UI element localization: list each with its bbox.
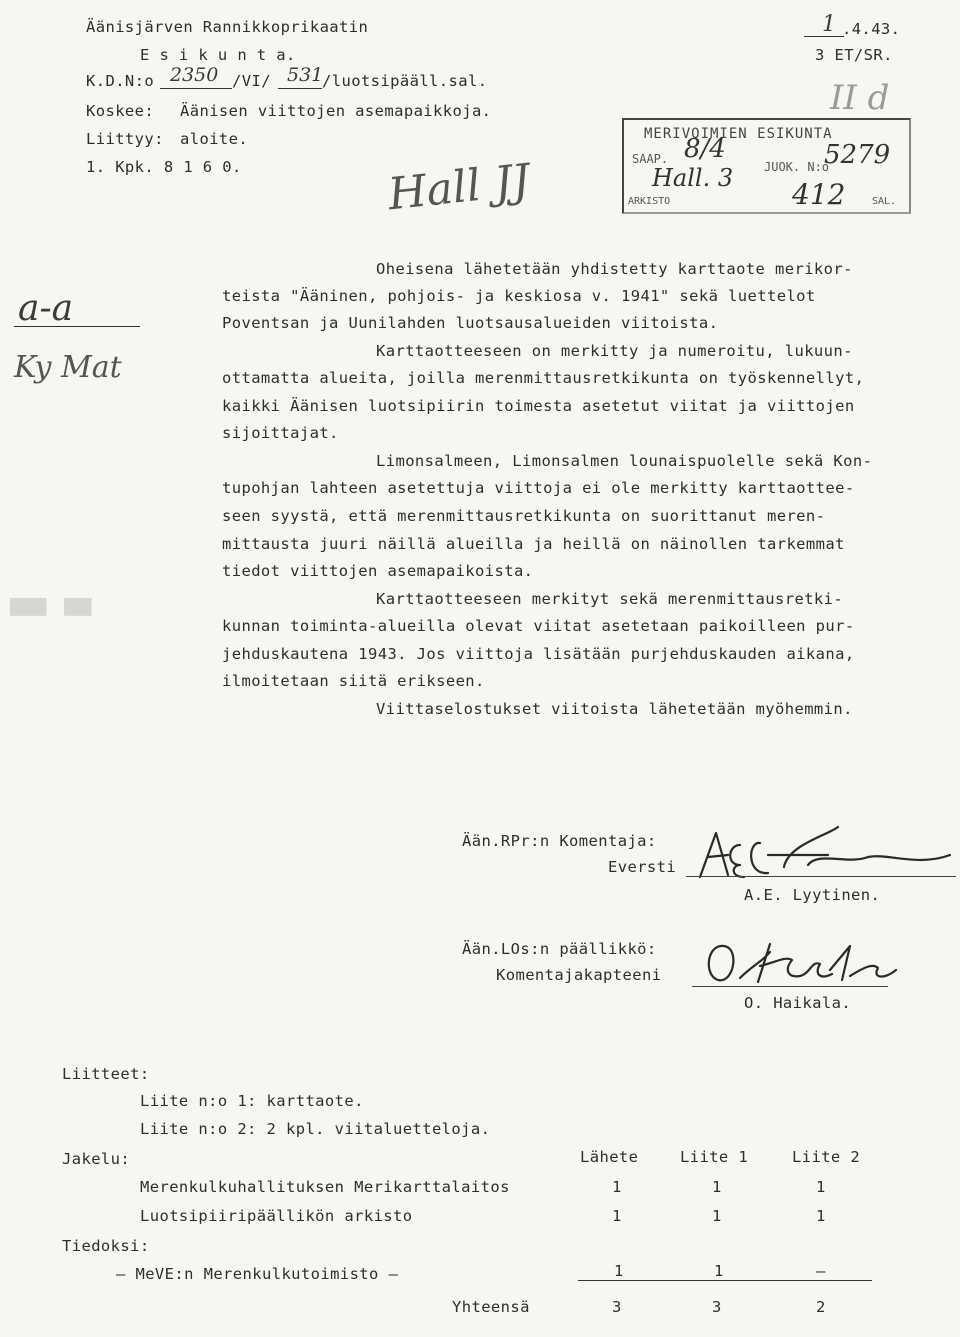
tiedoksi-cell: 1 [614,1262,624,1280]
body-line: kaikki Äänisen luotsipiirin toimesta asetetut viitat ja viittojen [222,397,855,415]
kpk-number: 1. Kpk. 8 1 6 0. [86,158,242,176]
margin-note-aa: a-a [18,288,74,329]
attachment-item: Liite n:o 2: 2 kpl. viitaluetteloja. [140,1120,491,1138]
kdn-prefix: K.D.N:o [86,72,155,90]
distribution-cell: 1 [712,1178,722,1196]
date-hand-day: 1 [822,12,836,37]
reference-code: 3 ET/SR. [815,46,893,64]
column-header: Lähete [580,1148,639,1166]
body-line: Oheisena lähetetään yhdistetty karttaote merikor- [376,260,853,278]
stamp-arkisto-label: ARKISTO [628,196,671,207]
commander-signature-line [686,876,956,877]
distribution-cell: 1 [612,1178,622,1196]
body-line: Viittaselostukset viitoista lähetetään myöhemmin. [376,700,853,718]
body-line: ilmoitetaan siitä erikseen. [222,672,485,690]
body-line: tiedot viittojen asemapaikoista. [222,562,534,580]
body-line: jehduskautena 1943. Jos viittoja lisätään purjehduskauden aikana, [222,645,855,663]
total-label: Yhteensä [452,1298,530,1316]
stamp-hand-hall: Hall. 3 [652,164,734,192]
jakelu-label: Jakelu: [62,1150,131,1168]
tiedoksi-row-name: – MeVE:n Merenkulkutoimisto – [116,1265,399,1283]
liittyy-value: aloite. [180,130,249,148]
stamp-title: MERIVOIMIEN ESIKUNTA [644,126,833,142]
body-line: ottamatta alueita, joilla merenmittausretkikunta on työskennellyt, [222,369,865,387]
pilot-chief-signature [700,930,900,990]
commander-signature [688,815,958,885]
body-line: Poventsan ja Uunilahden luotsausalueiden viitoista. [222,314,719,332]
total-rule [578,1280,872,1281]
kdn-hand-number: 2350 [170,64,219,86]
kdn-mid: /VI/ [232,72,271,90]
bleed-through-mark: ████ ███ [10,598,92,616]
date: .4.43. [842,20,901,38]
tiedoksi-label: Tiedoksi: [62,1237,150,1255]
commander-title: Ään.RPr:n Komentaja: [462,832,657,850]
receipt-stamp [622,118,911,214]
body-line: mittausta juuri näillä alueilla ja heillä on näinollen tarkemmat [222,535,845,553]
total-cell: 3 [712,1298,722,1316]
kdn-suffix: /luotsipääll.sal. [322,72,488,90]
kdn-underline-2 [278,88,322,89]
total-cell: 2 [816,1298,826,1316]
column-header: Liite 1 [680,1148,749,1166]
distribution-cell: 1 [816,1207,826,1225]
column-header: Liite 2 [792,1148,861,1166]
distribution-cell: 1 [816,1178,826,1196]
body-line: Karttaotteeseen merkityt sekä merenmittausretki- [376,590,844,608]
margin-note-kymat: Ky Mat [14,350,122,385]
liittyy-label: Liittyy: [86,130,164,148]
body-line: seen syystä, että merenmittausretkikunta on suorittanut meren- [222,507,826,525]
tiedoksi-cell: – [816,1262,826,1280]
body-line: teista "Ääninen, pohjois- ja keskiosa v. 1941" sekä luettelot [222,287,816,305]
attachment-item: Liite n:o 1: karttaote. [140,1092,364,1110]
org-name: Äänisjärven Rannikkoprikaatin [86,18,369,36]
stamp-juok-label: JUOK. N:o [764,160,830,174]
koskee-value: Äänisen viittojen asemapaikkoja. [180,102,492,120]
date-underline [804,36,844,37]
pilot-chief-rank: Komentajakapteeni [496,966,662,984]
distribution-row-name: Merenkulkuhallituksen Merikarttalaitos [140,1178,510,1196]
body-line: Karttaotteeseen on merkitty ja numeroitu, lukuun- [376,342,853,360]
body-line: Limonsalmeen, Limonsalmen lounaispuolelle sekä Kon- [376,452,873,470]
commander-rank: Eversti [608,858,677,876]
distribution-row-name: Luotsipiiripäällikön arkisto [140,1207,413,1225]
commander-name: A.E. Lyytinen. [744,886,881,904]
kdn-underline-1 [160,88,232,89]
pilot-chief-signature-line [692,986,888,987]
distribution-cell: 1 [712,1207,722,1225]
total-cell: 3 [612,1298,622,1316]
body-line: kunnan toiminta-alueilla olevat viitat asetetaan paikoilleen pur- [222,617,855,635]
body-line: sijoittajat. [222,424,339,442]
stamp-hand-number: 5279 [824,140,891,170]
stamp-saap-label: SAAP. [632,152,669,166]
org-subtitle: E s i k u n t a. [140,46,296,64]
distribution-cell: 1 [612,1207,622,1225]
hall-annotation: Hall JJ [385,154,533,221]
koskee-label: Koskee: [86,102,155,120]
corner-hand-note: II d [830,78,890,118]
pilot-chief-title: Ään.LOs:n päällikkö: [462,940,657,958]
stamp-sal-label: SAL. [872,196,897,207]
pilot-chief-name: O. Haikala. [744,994,852,1012]
attachments-label: Liitteet: [62,1065,150,1083]
margin-note-underline [14,326,140,327]
kdn-hand-number-2: 531 [287,64,324,86]
stamp-hand-date: 8/4 [684,134,726,164]
body-line: tupohjan lahteen asetettuja viittoja ei ole merkitty karttaottee- [222,479,855,497]
stamp-hand-412: 412 [792,178,846,211]
tiedoksi-cell: 1 [714,1262,724,1280]
